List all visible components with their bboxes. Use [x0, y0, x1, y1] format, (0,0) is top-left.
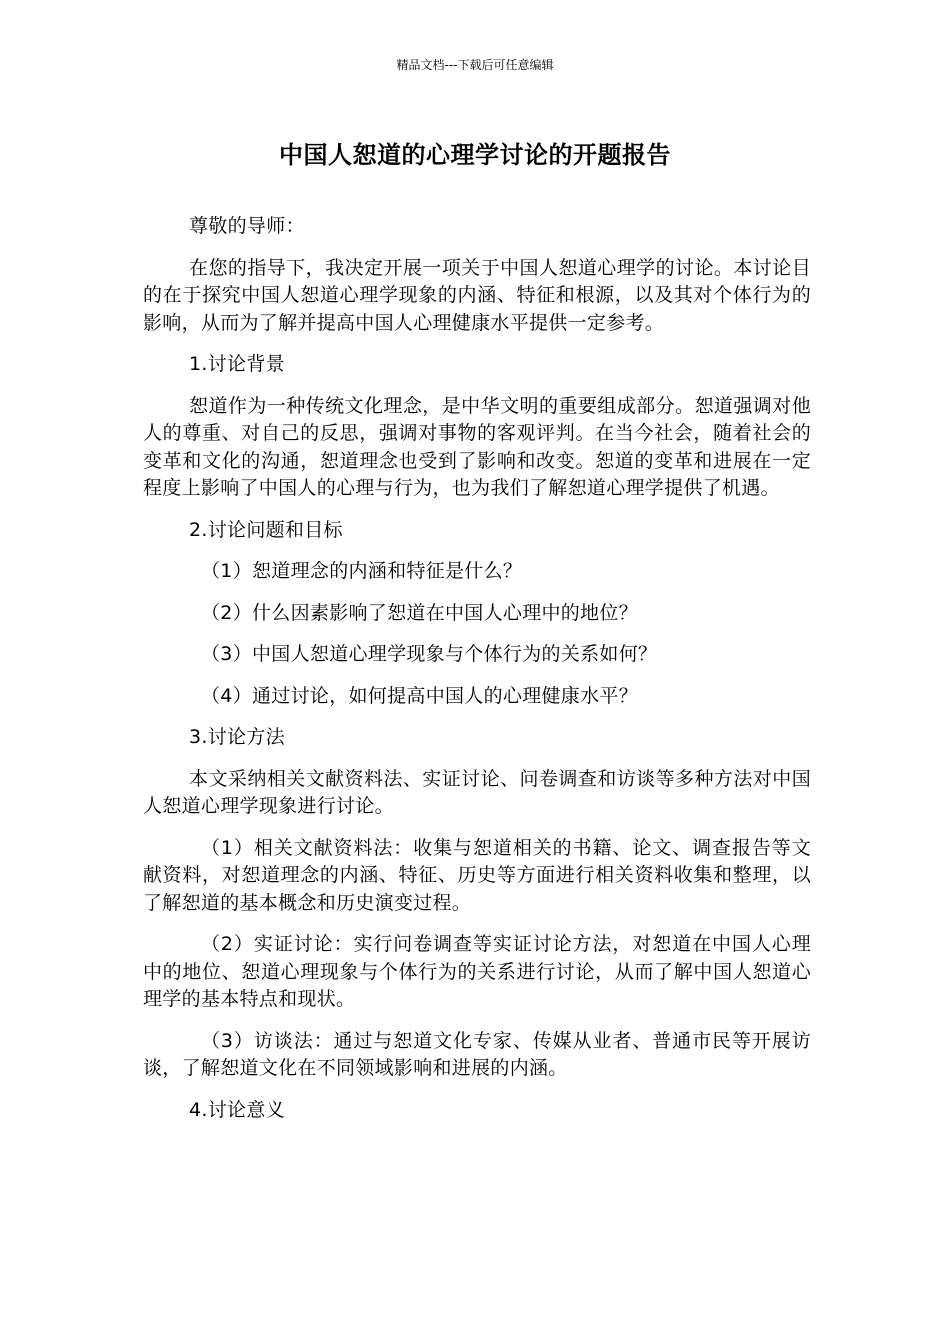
section-heading-methods: 3.讨论方法	[189, 726, 285, 748]
methods-intro-paragraph: 本文采纳相关文献资料法、实证讨论、问卷调查和访谈等多种方法对中国人恕道心理学现象进行讨论。	[143, 767, 811, 817]
section-heading-background: 1.讨论背景	[189, 353, 285, 375]
question-item: （3）中国人恕道心理学现象与个体行为的关系如何？	[201, 643, 658, 665]
question-item: （1）恕道理念的内涵和特征是什么？	[201, 560, 523, 582]
intro-paragraph: 在您的指导下，我决定开展一项关于中国人恕道心理学的讨论。本讨论目的在于探究中国人恕道心理学现象的内涵、特征和根源，以及其对个体行为的影响，从而为了解并提高中国人心理健康水平提供一定参考。	[143, 256, 811, 334]
document-body	[143, 213, 811, 1138]
background-paragraph: 恕道作为一种传统文化理念，是中华文明的重要组成部分。恕道强调对他人的尊重、对自己的反思，强调对事物的客观评判。在当今社会，随着社会的变革和文化的沟通，恕道理念也受到了影响和改变。恕道的变革和进展在一定程度上影响了中国人的心理与行为，也为我们了解恕道心理学提供了机遇。	[143, 394, 811, 499]
salutation: 尊敬的导师：	[189, 215, 305, 237]
document-title: 中国人恕道的心理学讨论的开题报告	[279, 141, 671, 169]
question-item: （4）通过讨论，如何提高中国人的心理健康水平？	[201, 684, 638, 707]
question-item: （2）什么因素影响了恕道在中国人心理中的地位？	[201, 601, 638, 624]
method-item: （2）实证讨论：实行问卷调查等实证讨论方法，对恕道在中国人心理中的地位、恕道心理现象与个体行为的关系进行讨论，从而了解中国人恕道心理学的基本特点和现状。	[143, 933, 811, 1010]
method-item: （1）相关文献资料法：收集与恕道相关的书籍、论文、调查报告等文献资料，对恕道理念的内涵、特征、历史等方面进行相关资料收集和整理，以了解恕道的基本概念和历史演变过程。	[143, 836, 811, 914]
page-header: 精品文档---下载后可任意编辑	[396, 58, 554, 72]
section-heading-questions: 2.讨论问题和目标	[189, 518, 343, 541]
section-heading-significance: 4.讨论意义	[189, 1098, 285, 1121]
method-item: （3）访谈法：通过与恕道文化专家、传媒从业者、普通市民等开展访谈，了解恕道文化在不同领域影响和进展的内涵。	[143, 1029, 811, 1079]
